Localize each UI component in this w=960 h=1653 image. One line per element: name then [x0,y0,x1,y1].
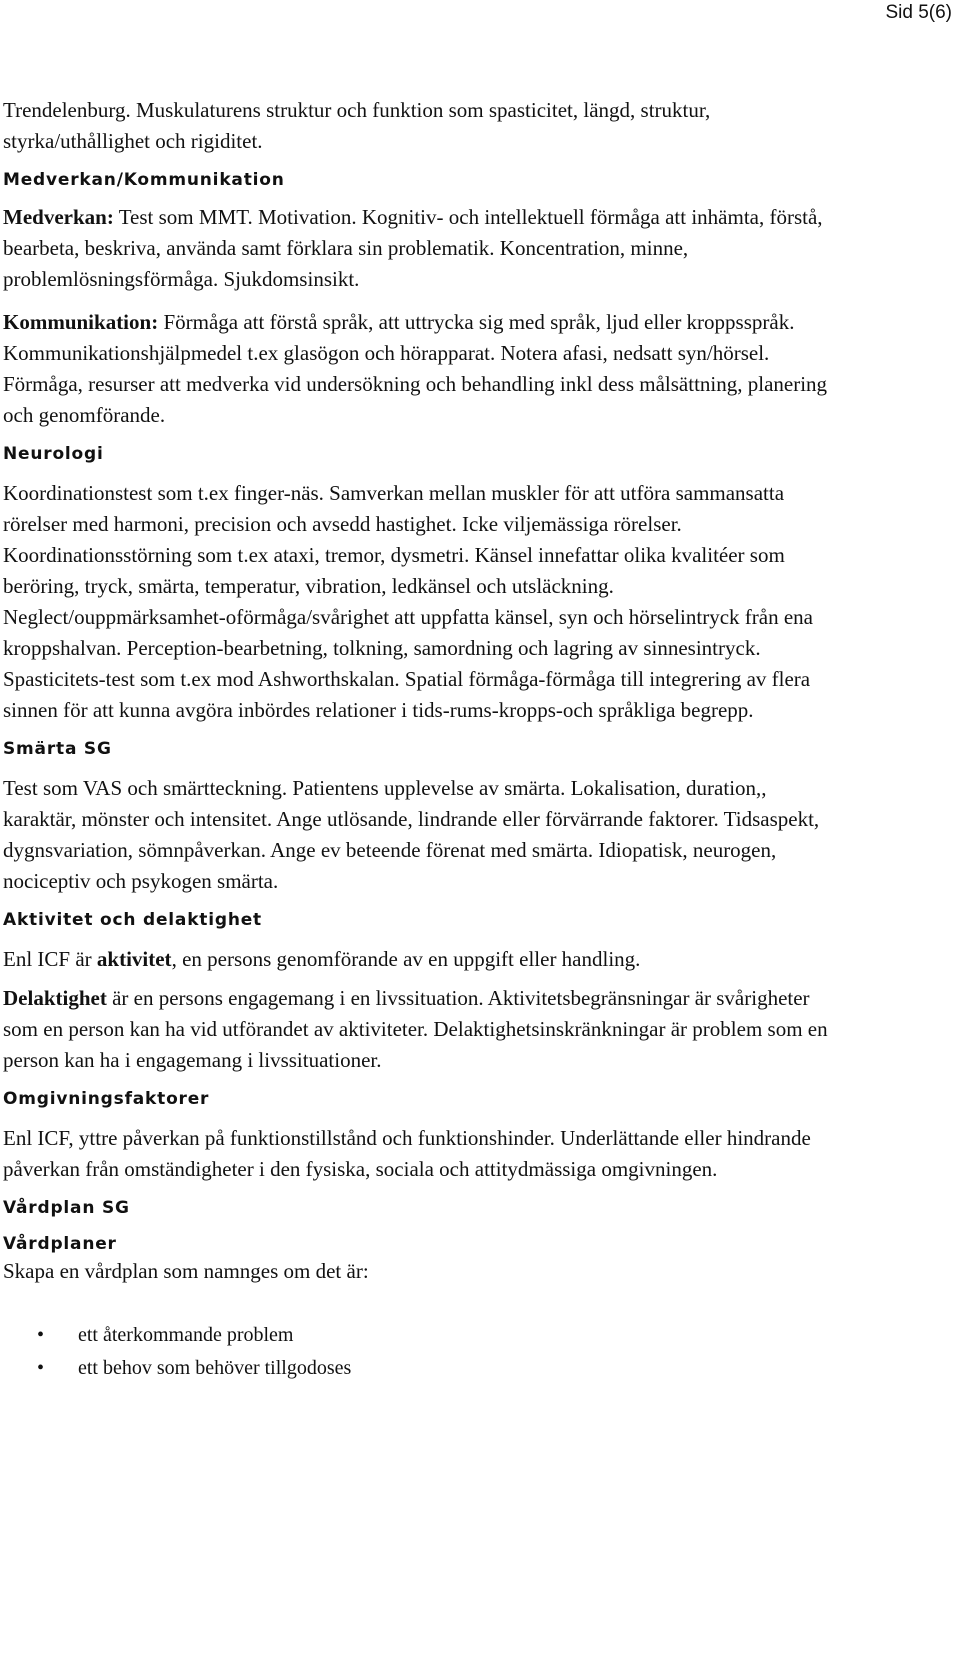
bullet-icon: • [37,1324,45,1346]
intro-paragraph: Trendelenburg. Muskulaturens struktur och funktion som spasticitet, längd, struktur, styrka/uthållighet och rigiditet. [3,98,711,153]
kommunikation-lead: Kommunikation: [3,310,159,334]
aktivitet-p2-after: är en persons engagemang i en livssituation. Aktivitetsbegränsningar är svårigheter som en person kan ha vid utförandet av aktiviteter. Delaktighetsinskränkningar är problem som en person kan ha i engagemang i livssituationer. [3,986,828,1072]
aktivitet-p1-after: , en persons genomförande av en uppgift eller handling. [171,947,641,971]
vardplan-list [3,1319,833,1385]
page-number: Sid 5(6) [885,2,952,23]
aktivitet-p1-bold: aktivitet [96,947,172,971]
medverkan-paragraph [3,202,833,295]
list-item-text: ett återkommande problem [78,1324,294,1346]
medverkan-text: Test som MMT. Motivation. Kognitiv- och intellektuell förmåga att inhämta, förstå, bearbeta, beskriva, använda samt förklara sin problematik. Koncentration, minne, problemlösningsförmåga. Sjukdomsinsikt. [3,205,823,291]
bullet-icon: • [37,1357,45,1379]
medverkan-lead: Medverkan: [3,205,114,229]
heading-vardplan: Vårdplan SG [3,1198,130,1218]
aktivitet-paragraph-1 [3,944,833,975]
heading-smarta: Smärta SG [3,739,112,759]
document-body [3,95,833,1385]
aktivitet-p1-before: Enl ICF är [3,947,97,971]
heading-neurologi: Neurologi [3,444,104,464]
aktivitet-paragraph-2 [3,983,833,1076]
omgivning-paragraph: Enl ICF, yttre påverkan på funktionstillstånd och funktionshinder. Underlättande eller hindrande påverkan från omständigheter i den fysiska, sociala och attitydmässiga omgivningen. [3,1126,811,1181]
subheading-vardplaner: Vårdplaner [3,1234,117,1254]
heading-aktivitet: Aktivitet och delaktighet [3,910,262,930]
list-item [3,1352,833,1385]
heading-omgivningsfaktorer: Omgivningsfaktorer [3,1089,210,1109]
kommunikation-paragraph [3,307,833,431]
neurologi-paragraph: Koordinationstest som t.ex finger-näs. Samverkan mellan muskler för att utföra sammansatta rörelser med harmoni, precision och avsedd hastighet. Icke viljemässiga rörelser. Koordinationsstörning som t.ex ataxi, tremor, dysmetri. Känsel innefattar olika kvalitéer som beröring, tryck, smärta, temperatur, vibration, ledkänsel och utsläckning. Neglect/ouppmärksamhet-oförmåga/svårighet att uppfatta känsel, syn och hörselintryck från ena kroppshalvan. Perception-bearbetning, tolkning, samordning och lagring av sinnesintryck. Spasticitets-test som t.ex mod Ashworthskalan. Spatial förmåga-förmåga till integrering av flera sinnen för att kunna avgöra inbördes relationer i tids-rums-kropps-och språkliga begrepp. [3,481,813,722]
heading-medverkan-kommunikation: Medverkan/Kommunikation [3,170,285,190]
smarta-paragraph: Test som VAS och smärtteckning. Patientens upplevelse av smärta. Lokalisation, duration,, karaktär, mönster och intensitet. Ange utlösande, lindrande eller förvärrande faktorer. Tidsaspekt, dygnsvariation, sömnpåverkan. Ange ev beteende förenat med smärta. Idiopatisk, neurogen, nociceptiv och psykogen smärta. [3,776,820,893]
kommunikation-text: Förmåga att förstå språk, att uttrycka sig med språk, ljud eller kroppsspråk. Kommunikationshjälpmedel t.ex glasögon och hörapparat. Notera afasi, nedsatt syn/hörsel. Förmåga, resurser att medverka vid undersökning och behandling inkl dess målsättning, planering och genomförande. [3,310,828,427]
vardplan-paragraph: Skapa en vårdplan som namnges om det är: [3,1259,369,1283]
list-item-text: ett behov som behöver tillgodoses [78,1357,352,1379]
list-item [3,1319,833,1352]
aktivitet-p2-bold: Delaktighet [3,986,107,1010]
